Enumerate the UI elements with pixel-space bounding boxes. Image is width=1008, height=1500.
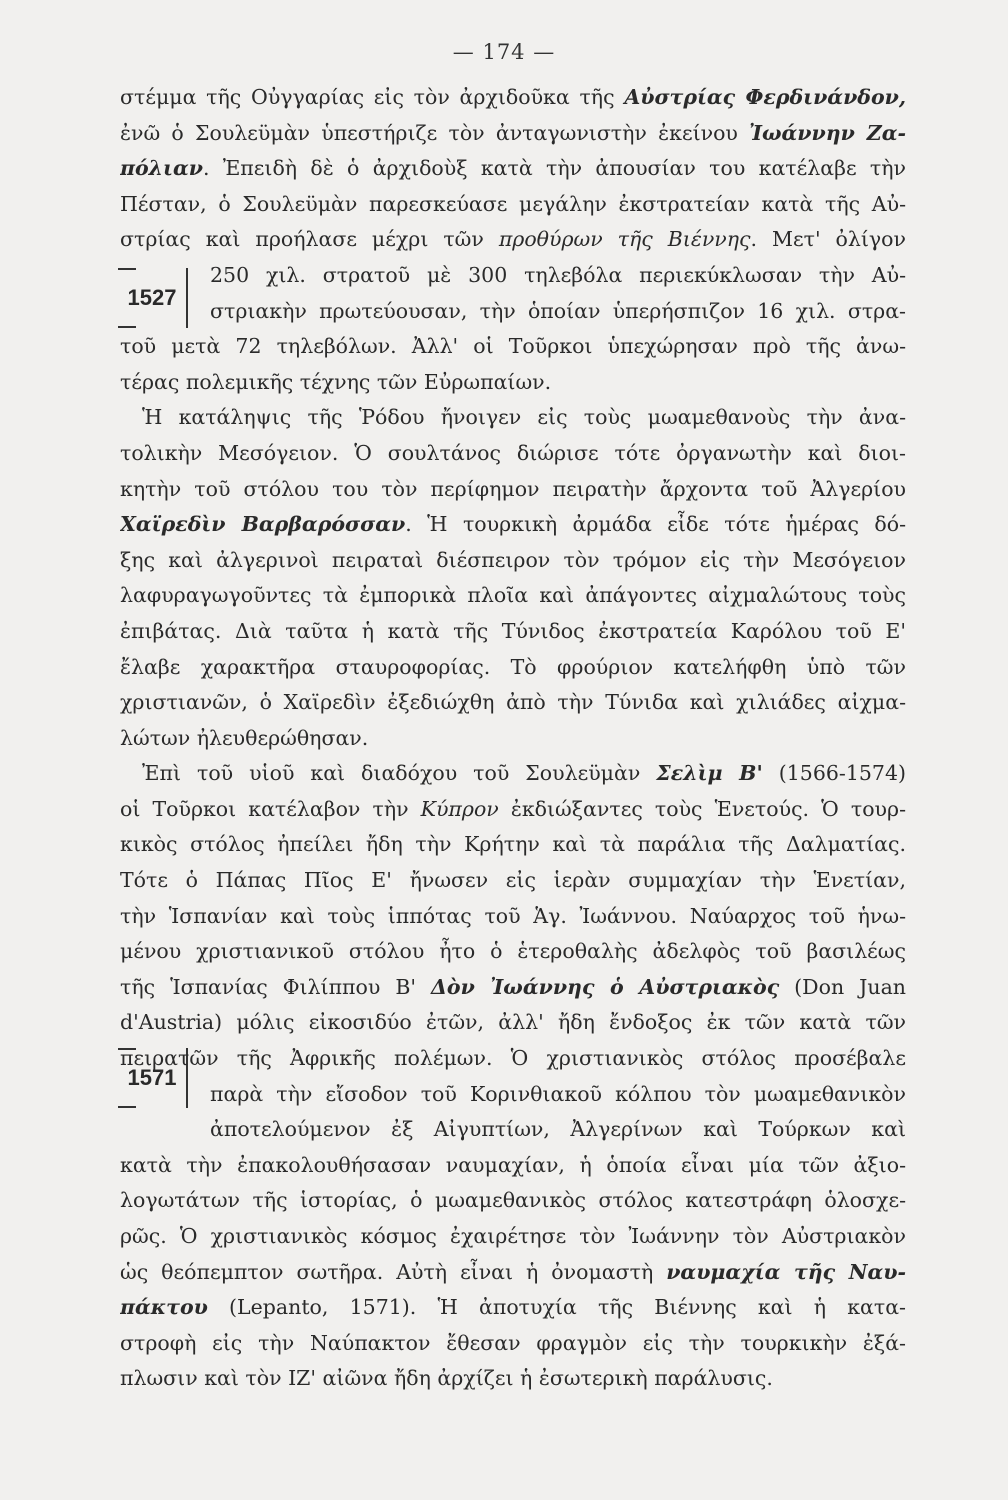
emphasis-text: ναυμαχία τῆς Ναυ- — [666, 1259, 906, 1284]
text-span: στρίας καὶ προήλασε μέχρι τῶν — [120, 227, 499, 252]
text-line: πλωσιν καὶ τὸν ΙΖ' αἰῶνα ἤδη ἀρχίζει ἡ ἐσωτερικὴ παράλυσις. — [120, 1366, 773, 1391]
text-line: πειρατῶν τῆς Ἀφρικῆς πολέμων. Ὁ χριστιανικὸς στόλος προσέβαλε — [120, 1046, 906, 1071]
text-span: (Lepanto, 1571). Ἡ ἀποτυχία τῆς Βιέννης καὶ ἡ κατα- — [207, 1295, 906, 1320]
text-line: ἐπιβάτας. Διὰ ταῦτα ἡ κατὰ τῆς Τύνιδος ἐκστρατεία Καρόλου τοῦ Ε' — [120, 618, 906, 643]
text-line: στροφὴ εἰς τὴν Ναύπακτον ἔθεσαν φραγμὸν εἰς τὴν τουρκικὴν ἐξά- — [120, 1330, 906, 1355]
emphasis-text: Αὐστρίας Φερδινάνδον, — [624, 85, 906, 109]
text-line — [120, 80, 906, 116]
text-line: λογωτάτων τῆς ἱστορίας, ὁ μωαμεθανικὸς στόλος κατεστράφη ὁλοσχε- — [120, 1188, 906, 1213]
text-line — [120, 970, 906, 1006]
text-line — [120, 756, 906, 792]
emphasis-text: Δὸν Ἰωάννης ὁ Αὐστριακὸς — [431, 974, 780, 999]
text-line — [120, 222, 906, 258]
emphasis-text: προθύρων τῆς Βιέννης — [498, 227, 751, 252]
body-text — [120, 80, 906, 1397]
text-line: λώτων ἠλευθερώθησαν. — [120, 725, 369, 750]
text-span: . Ἐπειδὴ δὲ ὁ ἀρχιδοὺξ κατὰ τὴν ἀπουσίαν του κατέλαβε τὴν — [202, 156, 906, 181]
text-line: στριακὴν πρωτεύουσαν, τὴν ὁποίαν ὑπερήσπιζον 16 χιλ. στρα- — [210, 298, 906, 323]
text-line: μένου χριστιανικοῦ στόλου ἦτο ὁ ἑτεροθαλὴς ἀδελφὸς τοῦ βασιλέως — [120, 939, 906, 964]
text-line: τολικὴν Μεσόγειον. Ὁ σουλτάνος διώρισε τότε ὀργανωτὴν καὶ διοι- — [120, 440, 906, 465]
text-span: ὡς θεόπεμπτον σωτῆρα. Αὐτὴ εἶναι ἡ ὀνομαστὴ — [120, 1259, 667, 1284]
text-span: . Ἡ τουρκικὴ ἀρμάδα εἶδε τότε ἡμέρας δό- — [405, 512, 906, 537]
text-line — [120, 1255, 906, 1291]
text-line — [120, 507, 906, 543]
margin-year-label: 1571 — [127, 1065, 177, 1090]
text-line — [120, 1290, 906, 1326]
text-span: οἱ Τοῦρκοι κατέλαβον τὴν — [120, 796, 421, 821]
text-line: κατὰ τὴν ἐπακολουθήσασαν ναυμαχίαν, ἡ ὁποία εἶναι μία τῶν ἀξιο- — [120, 1152, 906, 1177]
emphasis-text: Σελὶμ Β' — [656, 761, 763, 786]
text-line: κητὴν τοῦ στόλου του τὸν περίφημον πειρατὴν ἄρχοντα τοῦ Ἀλγερίου — [120, 476, 906, 501]
text-line: ρῶς. Ὁ χριστιανικὸς κόσμος ἐχαιρέτησε τὸν Ἰωάννην τὸν Αὐστριακὸν — [120, 1224, 906, 1248]
text-line: Πέσταν, ὁ Σουλεϋμὰν παρεσκεύασε μεγάλην ἐκστρατείαν κατὰ τῆς Αὐ- — [120, 191, 906, 216]
text-line — [120, 792, 906, 828]
text-span: ἐνῶ ὁ Σουλεϋμὰν ὑπεστήριζε τὸν ἀνταγωνιστὴν ἐκείνου — [120, 120, 750, 145]
margin-year-label: 1527 — [127, 285, 177, 310]
text-line: 250 χιλ. στρατοῦ μὲ 300 τηλεβόλα περιεκύκλωσαν τὴν Αὐ- — [210, 262, 906, 287]
emphasis-text: Κύπρον — [420, 796, 499, 821]
text-span: ἐκδιώξαντες τοὺς Ἑνετούς. Ὁ τουρ- — [498, 796, 906, 821]
text-span: (1566-1574) — [762, 761, 906, 786]
page-number: — 174 — — [452, 40, 556, 64]
text-line: d'Austria) μόλις εἰκοσιδύο ἐτῶν, ἀλλ' ἤδη ἔνδοξος ἐκ τῶν κατὰ τῶν — [120, 1010, 906, 1035]
text-span: Ἐπὶ τοῦ υἱοῦ καὶ διαδόχου τοῦ Σουλεϋμὰν — [142, 761, 657, 786]
text-span: (Don Juan — [779, 974, 906, 999]
text-line: τοῦ μετὰ 72 τηλεβόλων. Ἀλλ' οἱ Τοῦρκοι ὑπεχώρησαν πρὸ τῆς ἀνω- — [120, 334, 906, 359]
text-line: λαφυραγωγοῦντες τὰ ἐμπορικὰ πλοῖα καὶ ἀπάγοντες αἰχμαλώτους τοὺς — [120, 583, 906, 608]
text-span: στέμμα τῆς Οὐγγαρίας εἰς τὸν ἀρχιδοῦκα τῆς — [120, 85, 625, 109]
text-line: Τότε ὁ Πάπας Πῖος Ε' ἤνωσεν εἰς ἱερὰν συμμαχίαν τὴν Ἑνετίαν, — [120, 868, 906, 893]
emphasis-text: Χαϊρεδὶν Βαρβαρόσσαν — [120, 512, 406, 537]
emphasis-text: πόλιαν — [120, 156, 203, 181]
text-line: ἔλαβε χαρακτῆρα σταυροφορίας. Τὸ φρούριον κατελήφθη ὑπὸ τῶν — [120, 654, 906, 679]
text-line: κικὸς στόλος ἠπείλει ἤδη τὴν Κρήτην καὶ τὰ παράλια τῆς Δαλματίας. — [120, 832, 906, 857]
text-span: . Μετ' ὀλίγον — [750, 227, 906, 252]
text-line: τὴν Ἱσπανίαν καὶ τοὺς ἱππότας τοῦ Ἁγ. Ἰωάννου. Ναύαρχος τοῦ ἡνω- — [120, 903, 906, 928]
text-line: ξης καὶ ἀλγερινοὶ πειραταὶ διέσπειρον τὸν τρόμον εἰς τὴν Μεσόγειον — [120, 547, 906, 572]
text-line: τέρας πολεμικῆς τέχνης τῶν Εὐρωπαίων. — [120, 369, 552, 394]
text-line: παρὰ τὴν εἴσοδον τοῦ Κορινθιακοῦ κόλπου τὸν μωαμεθανικὸν — [210, 1081, 906, 1106]
text-line — [120, 151, 906, 187]
emphasis-text: πάκτου — [120, 1295, 208, 1320]
text-line: χριστιανῶν, ὁ Χαϊρεδὶν ἐξεδιώχθη ἀπὸ τὴν Τύνιδα καὶ χιλιάδες αἰχμα- — [120, 690, 906, 715]
text-line: Ἡ κατάληψις τῆς Ῥόδου ἤνοιγεν εἰς τοὺς μωαμεθανοὺς τὴν ἀνα- — [142, 405, 906, 430]
text-span: τῆς Ἱσπανίας Φιλίππου Β' — [120, 974, 431, 999]
text-line — [120, 116, 906, 152]
text-line: ἀποτελούμενον ἐξ Αἰγυπτίων, Ἀλγερίνων καὶ Τούρκων καὶ — [210, 1117, 906, 1142]
emphasis-text: Ἰωάννην Ζα- — [749, 120, 906, 145]
